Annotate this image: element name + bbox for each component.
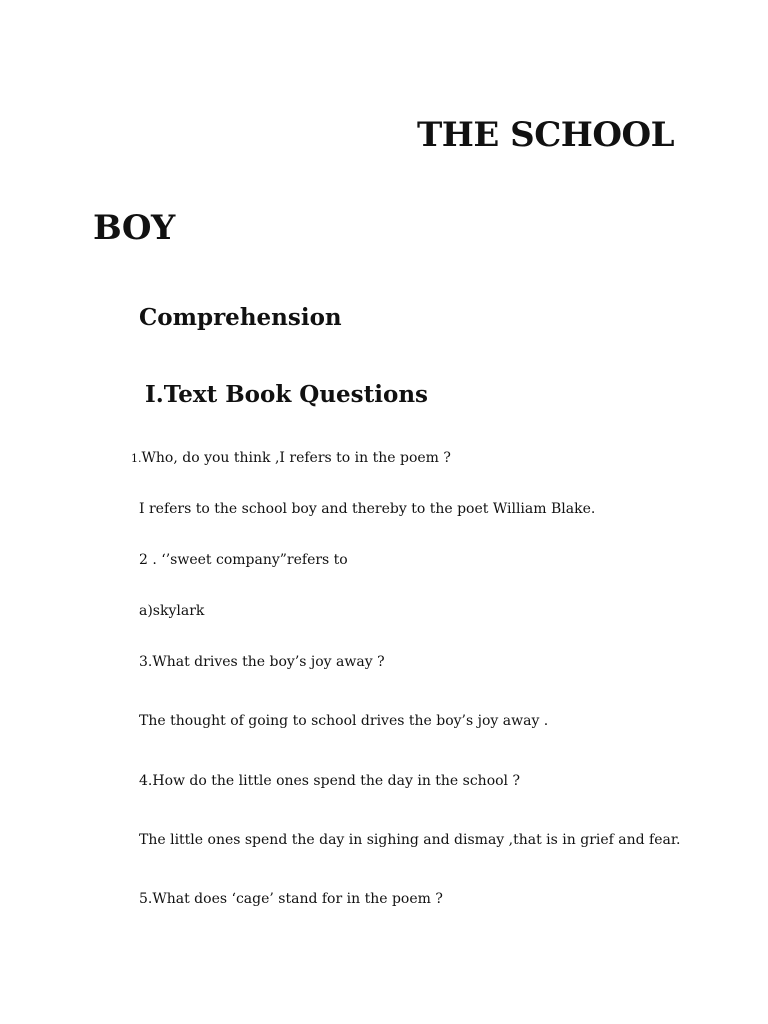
question-1-number: 1. <box>131 452 142 465</box>
title-line-2: BOY <box>93 208 175 248</box>
section-heading: Comprehension <box>139 304 342 331</box>
answer-3: The thought of going to school drives the boy’s joy away . <box>139 713 549 729</box>
question-3: 3.What drives the boy’s joy away ? <box>139 654 385 670</box>
subsection-heading: I.Text Book Questions <box>145 381 428 408</box>
question-2: 2 . ‘’sweet company”refers to <box>139 552 348 568</box>
question-4: 4.How do the little ones spend the day in the school ? <box>139 773 520 789</box>
answer-4: The little ones spend the day in sighing and dismay ,that is in grief and fear. <box>139 832 681 848</box>
title-line-1: THE SCHOOL <box>417 115 675 155</box>
answer-1: I refers to the school boy and thereby to the poet William Blake. <box>139 501 596 517</box>
question-5: 5.What does ‘cage’ stand for in the poem ? <box>139 891 443 907</box>
answer-2: a)skylark <box>139 603 205 619</box>
question-1-text: Who, do you think ,I refers to in the poem ? <box>141 450 451 466</box>
question-1 <box>131 451 451 465</box>
